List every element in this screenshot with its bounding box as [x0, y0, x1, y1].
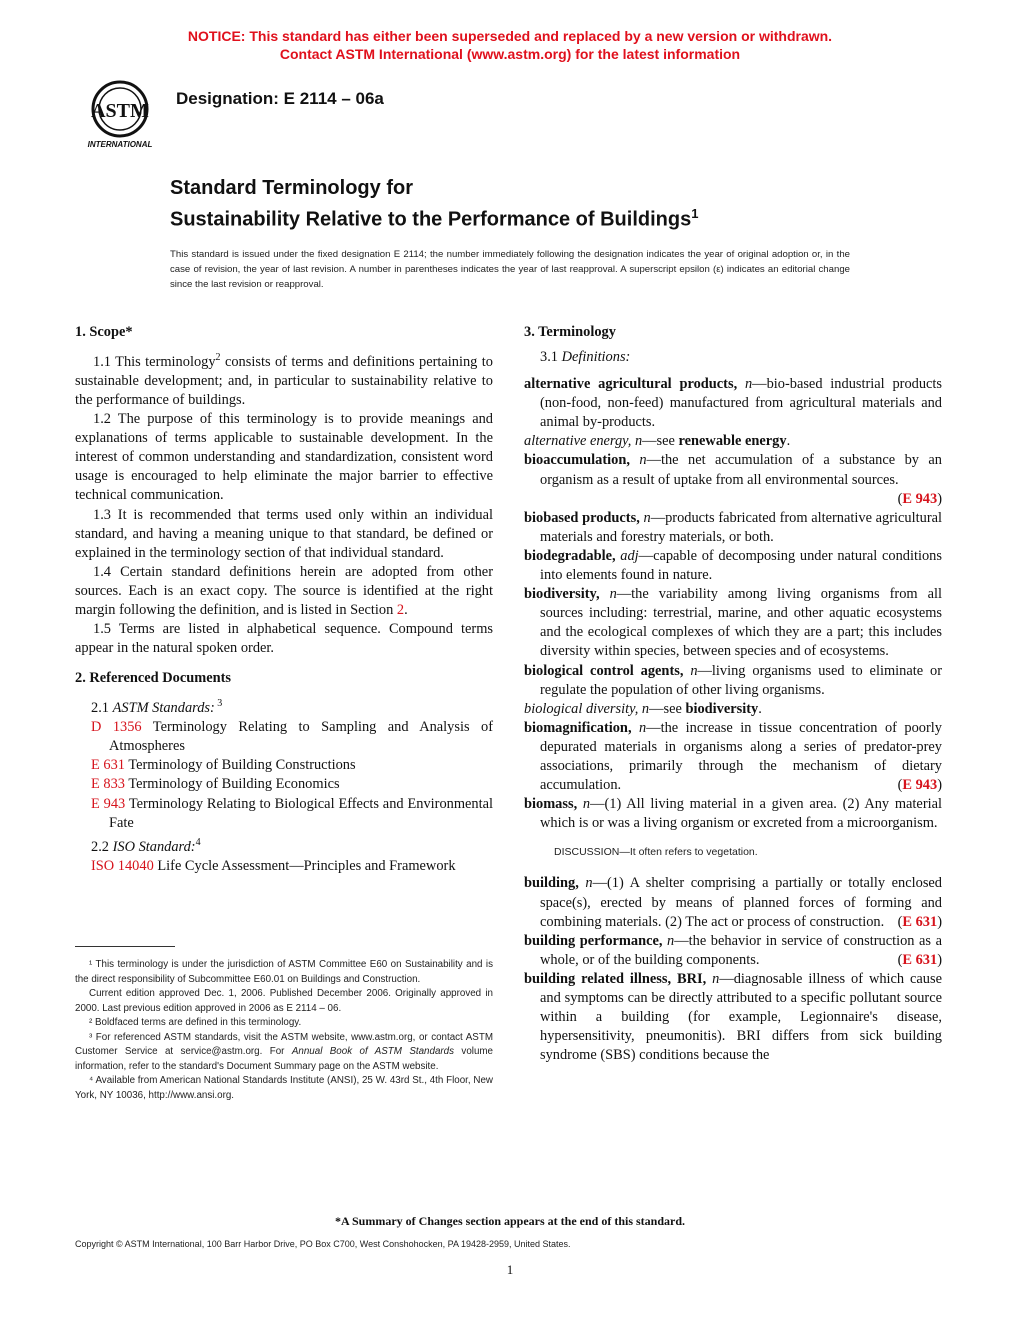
footnote-1-edition: Current edition approved Dec. 1, 2006. Published December 2006. Originally approved in 2000. Last previous edition approved in 2006 as E 2114 – 06. — [75, 988, 493, 1014]
definition-text: —products fabricated from alternative agricultural materials and forestry materials, or both. — [540, 509, 942, 545]
astm-standards-label: 2.1 ASTM Standards: $^3$ — [91, 698, 223, 717]
definition-text: —the variability among living organisms from all sources including: terrestrial, marine, and other aquatic ecosystems and the ecological complexes of which they are a part; this includes diversity within species, between species and of ecosystems. — [540, 586, 943, 660]
definition-entry — [524, 375, 942, 432]
terminology-heading: 3. Terminology — [524, 324, 616, 340]
title-line-1: Standard Terminology for — [170, 177, 413, 199]
definition-text: —the net accumulation of a substance by an organism as a result of uptake from all environmental sources. — [540, 452, 942, 488]
definition-term: biodiversity, — [524, 586, 600, 603]
see-tail: . — [786, 433, 791, 450]
definition-source: (E 943) — [897, 490, 942, 507]
source-link[interactable]: E 943 — [902, 777, 938, 794]
iso-standard-label: 2.2 ISO Standard:$^4$ — [91, 836, 201, 855]
ref-e943: E 943 Terminology Relating to Biological Effects and Environmental Fate — [91, 795, 493, 831]
scope-1-5: 1.5 Terms are listed in alphabetical sequence. Compound terms appear in the natural spoken order. — [75, 621, 493, 657]
definition-text: —(1) All living material in a given area. (2) Any material which is or was a living organism or excreted from a microorganism. — [540, 796, 942, 832]
section-2-link[interactable]: 2 — [396, 602, 405, 619]
definition-source: (E 631) — [897, 913, 942, 930]
definitions-list — [524, 375, 942, 1065]
definition-term: bioaccumulation, — [524, 452, 630, 469]
ref-e833: E 833 Terminology of Building Economics — [91, 776, 340, 793]
definition-entry — [524, 432, 942, 451]
astm-logo-icon — [78, 76, 162, 150]
definition-entry — [524, 874, 942, 931]
part-of-speech: n — [737, 376, 753, 393]
ref-link-d1356[interactable]: D 1356 — [91, 719, 142, 736]
definition-text: —see — [642, 433, 679, 450]
scope-1-3: 1.3 It is recommended that terms used only within an individual standard, and having a meaning unique to that standard, be defined or explained in the terminology section of that individual standard. — [75, 506, 493, 561]
definition-entry — [524, 451, 942, 508]
designation: Designation: E 2114 – 06a — [176, 89, 384, 108]
definition-entry — [524, 509, 942, 547]
definition-entry — [524, 932, 942, 970]
definition-text: —the behavior in service of construction as a whole, or of the building components. — [540, 932, 942, 968]
part-of-speech: n — [577, 796, 591, 813]
summary-note: *A Summary of Changes section appears at the end of this standard. — [334, 1214, 686, 1228]
definition-term: alternative agricultural products, — [524, 376, 738, 393]
definition-entry — [524, 585, 942, 661]
footnote-3: ³ For referenced ASTM standards, visit the ASTM website, www.astm.org, or contact ASTM Customer Service at service@astm.org. For Annual Book of ASTM Standards volume information, refer to the standard's Document Summary page on the ASTM website. — [75, 1031, 494, 1072]
issuance-note: This standard is issued under the fixed designation E 2114; the number immediately following the designation indicates the year of original adoption or, in the case of revision, the year of last revision. A number in parentheses indicates the year of last reapproval. A superscript epsilon (ε) indicates an editorial change since the last revision or reapproval. — [170, 249, 850, 290]
page-number: 1 — [506, 1262, 514, 1277]
definition-source: (E 943) — [897, 777, 942, 794]
footnote-divider — [75, 946, 175, 947]
definition-term: biobased products, — [524, 509, 640, 526]
definition-term: biological diversity, n — [524, 700, 650, 717]
definition-term: building performance, — [524, 932, 663, 949]
ref-link-e631[interactable]: E 631 — [91, 757, 125, 774]
scope-1-4: 1.4 Certain standard definitions herein are adopted from other sources. Each is an exact copy. The source is identified at the right margin following the definition, and is listed in Section 2. — [75, 563, 493, 619]
logo-text: ASTM — [91, 100, 149, 122]
scope-heading: 1. Scope* — [75, 324, 133, 340]
definition-entry — [524, 700, 942, 719]
notice-line-1: NOTICE: This standard has either been superseded and replaced by a new version or withdrawn. — [187, 28, 833, 44]
definition-text: —see — [649, 700, 686, 717]
definition-term: alternative energy, n — [524, 433, 643, 450]
discussion-note: DISCUSSION—It often refers to vegetation. — [554, 846, 758, 859]
definition-text: —(1) A shelter comprising a partially or totally enclosed space(s), erected by means of planned forces of forming and combining materials. (2) The act or process of construction. — [540, 875, 943, 930]
definition-entry — [524, 795, 942, 833]
refdocs-heading: 2. Referenced Documents — [75, 670, 231, 687]
definition-entry — [524, 547, 942, 585]
ref-e631: E 631 Terminology of Building Constructions — [91, 757, 356, 774]
title-footnote-ref: 1 — [691, 206, 699, 221]
title-line-2: Sustainability Relative to the Performance of Buildings — [170, 208, 692, 231]
definition-text: —capable of decomposing under natural conditions into elements found in nature. — [540, 547, 942, 584]
see-term: biodiversity — [685, 700, 759, 717]
definition-entry — [524, 970, 942, 1065]
definition-text: —living organisms used to eliminate or regulate the population of other living organisms. — [540, 662, 942, 698]
definition-text: —the increase in tissue concentration of poorly depurated materials in organisms along a series of predator-prey associations, primarily through the mechanism of dietary accumulation. — [540, 719, 942, 794]
part-of-speech: n — [683, 662, 698, 679]
footnote-1: ¹ This terminology is under the jurisdiction of ASTM Committee E60 on Sustainability and is the direct responsibility of Subcommittee E60.01 on Buildings and Construction. — [75, 959, 493, 985]
definition-text: —bio-based industrial products (non-food, non-feed) manufactured from agricultural materials and animal by-products. — [540, 376, 943, 431]
source-link[interactable]: E 943 — [902, 490, 938, 507]
copyright: Copyright © ASTM International, 100 Barr Harbor Drive, PO Box C700, West Conshohocken, PA 19428-2959, United States. — [75, 1239, 571, 1249]
source-link[interactable]: E 631 — [902, 913, 938, 930]
ref-iso14040: ISO 14040 Life Cycle Assessment—Principles and Framework — [91, 857, 456, 874]
part-of-speech: n — [662, 932, 675, 949]
part-of-speech: n — [629, 452, 647, 469]
source-link[interactable]: E 631 — [902, 951, 938, 968]
part-of-speech: n — [599, 586, 617, 603]
definition-entry — [524, 719, 942, 795]
ref-link-e833[interactable]: E 833 — [91, 776, 125, 793]
footnote-4: ⁴ Available from American National Standards Institute (ANSI), 25 W. 43rd St., 4th Floor, New York, NY 10036, http://www.ansi.org. — [75, 1075, 493, 1101]
definitions-label: 3.1 Definitions: — [540, 349, 631, 365]
definition-term: biodegradable, — [524, 547, 616, 564]
ref-link-iso14040[interactable]: ISO 14040 — [91, 857, 154, 874]
definition-source: (E 631) — [897, 951, 942, 968]
see-tail: . — [758, 700, 762, 717]
see-term: renewable energy — [678, 433, 787, 450]
part-of-speech: n — [706, 970, 720, 987]
ref-link-e943[interactable]: E 943 — [91, 795, 126, 812]
ref-d1356: D 1356 Terminology Relating to Sampling and Analysis of Atmospheres — [91, 719, 493, 755]
definition-term: biomass, — [524, 796, 578, 813]
definition-term: biomagnification, — [524, 719, 632, 736]
definition-text: —diagnosable illness of which cause and symptoms can be directly attributed to a specific pollutant source within a building (for example, Legionnaire's disease, hypersensitivity, pneumonitis). BRI differs from sick building syndrome (SBS) conditions because the — [540, 970, 942, 1064]
part-of-speech: adj — [615, 547, 639, 564]
part-of-speech: n — [639, 509, 651, 526]
scope-1-2: 1.2 The purpose of this terminology is to provide meanings and explanations of terms applicable to sustainable development. In the interest of common understanding and standardization, consistent word usage is encouraged to help eliminate the major barrier to effective technical communication. — [75, 411, 493, 504]
document-title — [170, 175, 930, 233]
definition-entry — [524, 662, 942, 700]
footnote-2: ² Boldfaced terms are defined in this terminology. — [89, 1017, 302, 1028]
definition-term: building, — [524, 875, 579, 892]
definition-term: building related illness, BRI, — [524, 970, 707, 987]
notice-line-2: Contact ASTM International (www.astm.org) for the latest information — [279, 46, 741, 62]
definition-term: biological control agents, — [524, 662, 684, 679]
part-of-speech: n — [578, 875, 593, 892]
right-column — [524, 323, 942, 1065]
scope-1-1: 1.1 This terminology$^2$ consists of terms and definitions pertaining to sustainable development; and, in particular to sustainability relative to the performance of buildings. — [75, 352, 493, 408]
part-of-speech: n — [631, 719, 647, 736]
logo-subtext: INTERNATIONAL — [87, 140, 153, 149]
supersede-notice — [0, 27, 1020, 63]
left-column — [75, 323, 493, 876]
footnotes — [75, 958, 493, 1103]
